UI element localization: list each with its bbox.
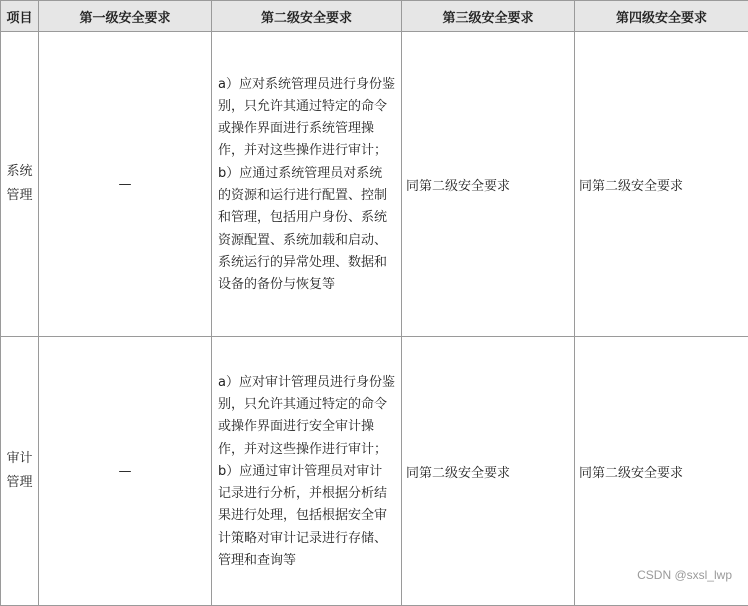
header-level1: 第一级安全要求 xyxy=(39,1,212,32)
header-row xyxy=(1,1,748,32)
table-row xyxy=(1,32,748,337)
level4-cell: 同第二级安全要求 xyxy=(575,337,748,606)
level2-cell xyxy=(212,32,402,337)
table-row xyxy=(1,337,748,606)
item-cell xyxy=(1,32,39,337)
level1-cell: — xyxy=(39,337,212,606)
level2-item-a: a）应对审计管理员进行身份鉴别，只允许其通过特定的命令或操作界面进行安全审计操作，并对这些操作进行审计； xyxy=(218,372,395,461)
item-label-line1: 系统 xyxy=(6,164,32,179)
level2-cell xyxy=(212,337,402,606)
item-cell xyxy=(1,337,39,606)
level2-item-a: a）应对系统管理员进行身份鉴别，只允许其通过特定的命令或操作界面进行系统管理操作，并对这些操作进行审计； xyxy=(218,74,395,163)
level2-item-b: b）应通过系统管理员对系统的资源和运行进行配置、控制和管理，包括用户身份、系统资源配置、系统加载和启动、系统运行的异常处理、数据和设备的备份与恢复等 xyxy=(218,163,395,297)
item-label-line2: 管理 xyxy=(6,188,32,203)
level3-cell: 同第二级安全要求 xyxy=(402,32,575,337)
header-level3: 第三级安全要求 xyxy=(402,1,575,32)
header-level2: 第二级安全要求 xyxy=(212,1,402,32)
item-label-line2: 管理 xyxy=(6,475,32,490)
level3-cell: 同第二级安全要求 xyxy=(402,337,575,606)
item-label-line1: 审计 xyxy=(6,451,32,466)
header-level4: 第四级安全要求 xyxy=(575,1,748,32)
header-item: 项目 xyxy=(1,1,39,32)
level4-cell: 同第二级安全要求 xyxy=(575,32,748,337)
level2-item-b: b）应通过审计管理员对审计记录进行分析，并根据分析结果进行处理，包括根据安全审计策略对审计记录进行存储、管理和查询等 xyxy=(218,461,395,572)
level1-cell: — xyxy=(39,32,212,337)
csdn-watermark: CSDN @sxsl_lwp xyxy=(635,568,734,582)
